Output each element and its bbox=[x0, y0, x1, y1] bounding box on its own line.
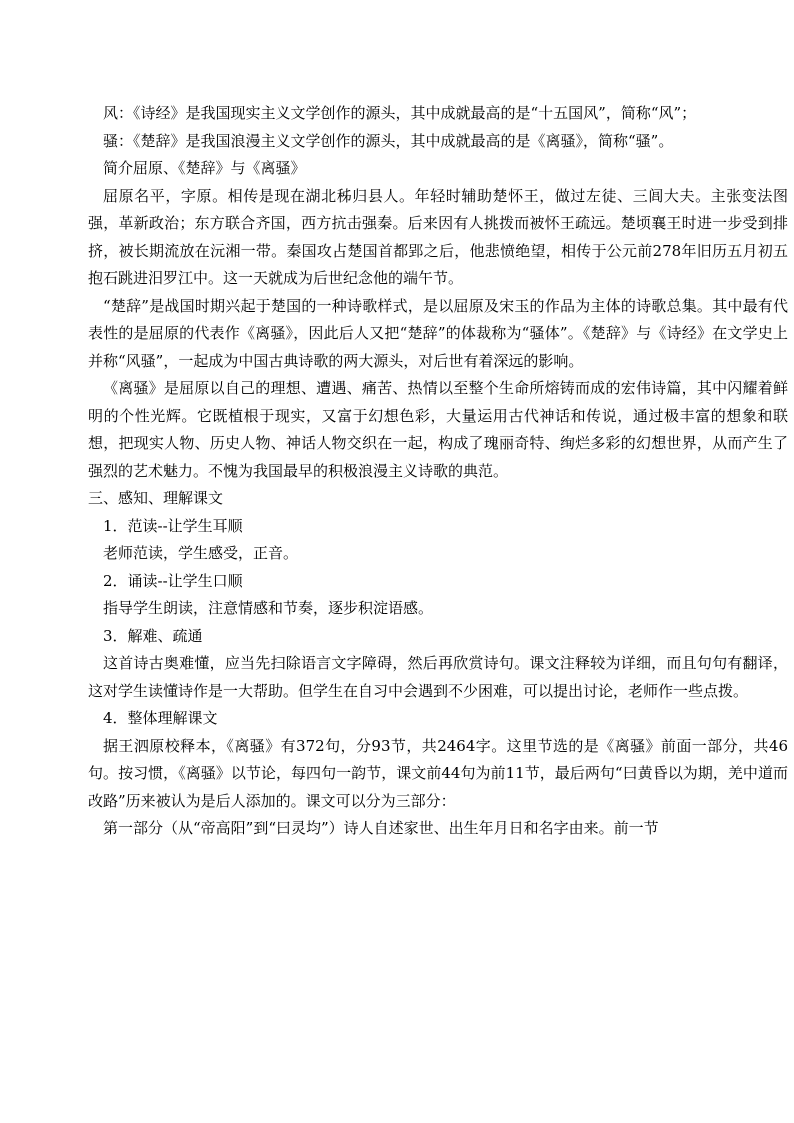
step-heading-1: 1．范读--让学生耳顺 bbox=[103, 516, 243, 535]
subheading-intro: 简介屈原、《楚辞》与《离骚》 bbox=[103, 159, 306, 177]
step-heading-4: 4．整体理解课文 bbox=[103, 709, 218, 727]
paragraph-lisao: 《离骚》是屈原以自己的理想、遭遇、痛苦、热情以至整个生命所熔铸而成的宏伟诗篇，其中闪耀着鲜明的个性光辉。它既植根于现实，又富于幻想色彩，大量运用古代神话和传说，通过极丰富的想象和联想，把现实人物、历史人物、神话人物交织在一起，构成了瑰丽奇特、绚烂多彩的幻想世界，从而产生了强烈的艺术魅力。不愧为我国最早的积极浪漫主义诗歌的典范。 bbox=[88, 379, 788, 480]
step-heading-3: 3．解难、疏通 bbox=[103, 626, 203, 645]
step-text-2: 指导学生朗读，注意情感和节奏，逐步积淀语感。 bbox=[103, 599, 434, 617]
step-text-3: 这首诗古奥难懂，应当先扫除语言文字障碍，然后再欣赏诗句。课文注释较为详细，而且句句有翻译，这对学生读懂诗作是一大帮助。但学生在自习中会遇到不少困难，可以提出讨论，老师作一些点拨。 bbox=[88, 654, 788, 700]
paragraph-chuci: “楚辞”是战国时期兴起于楚国的一种诗歌样式，是以屈原及宋玉的作品为主体的诗歌总集。其中最有代表性的是屈原的代表作《离骚》，因此后人又把“楚辞”的体裁称为“骚体”。《楚辞》与《诗经》在文学史上并称“风骚”，一起成为中国古典诗歌的两大源头，对后世有着深远的影响。 bbox=[88, 296, 788, 370]
paragraph-feng: 风：《诗经》是我国现实主义文学创作的源头，其中成就最高的是“十五国风”，简称“风”； bbox=[103, 104, 697, 122]
step-text-1: 老师范读，学生感受，正音。 bbox=[103, 544, 299, 562]
document-body bbox=[88, 100, 788, 843]
step-heading-2: 2．诵读--让学生口顺 bbox=[103, 571, 243, 590]
step-text-4: 据王泗原校释本，《离骚》有372句，分93节，共2464字。这里节选的是《离骚》前面一部分，共46句。按习惯，《离骚》以节论，每四句一韵节，课文前44句为前11节，最后两句“曰黄昏以为期，羌中道而改路”历来被认为是后人添加的。课文可以分为三部分： bbox=[88, 736, 788, 810]
section-heading-3: 三、感知、理解课文 bbox=[88, 489, 224, 507]
paragraph-quyuan: 屈原名平，字原。相传是现在湖北秭归县人。年轻时辅助楚怀王，做过左徒、三闾大夫。主张变法图强，革新政治；东方联合齐国，西方抗击强秦。后来因有人挑拨而被怀王疏远。楚顷襄王时进一步受到排挤，被长期流放在沅湘一带。秦国攻占楚国首都郢之后，他悲愤绝望，相传于公元前278年旧历五月初五抱石跳进汨罗江中。这一天就成为后世纪念他的端午节。 bbox=[88, 186, 788, 287]
paragraph-part-one: 第一部分（从“帝高阳”到“曰灵均”）诗人自述家世、出生年月日和名字由来。前一节 bbox=[103, 819, 659, 837]
paragraph-sao: 骚：《楚辞》是我国浪漫主义文学创作的源头，其中成就最高的是《离骚》，简称“骚”。 bbox=[103, 131, 674, 150]
